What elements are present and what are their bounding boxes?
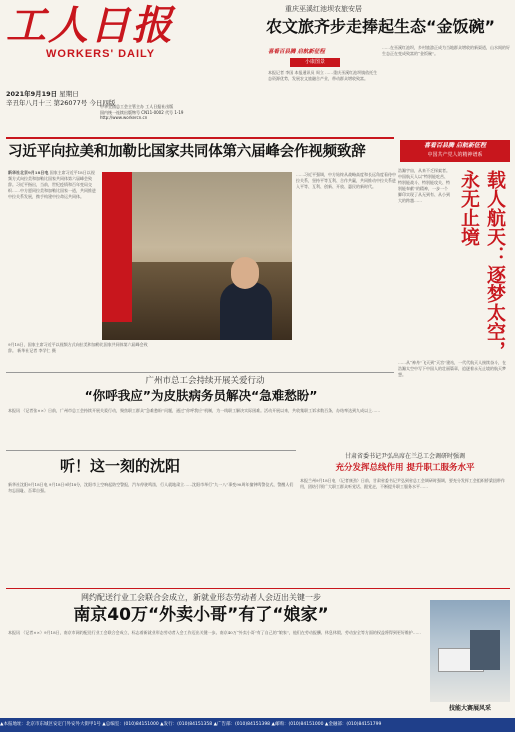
footer-bar xyxy=(0,718,515,732)
shenyang-body: 新华社沈阳9月18日电 9月18日9时18分，沈阳市上空响起防空警报，汽车停驶鸣笛，行人就地肃立……沈阳市举行“九一八”事变90周年撞钟鸣警仪式，警醒人们勿忘国耻、吾辈自强。 xyxy=(8,482,294,493)
postal-code: 代号 1-19 xyxy=(165,109,184,115)
issue-date: 2021年9月19日 xyxy=(6,90,58,98)
top-story-body-left: 本报记者 李国 本报通讯员 周立 ……重庆巫溪红池坝镇依托生态资源优势，发展农文旅融合产业，带动群众增收致富。 xyxy=(268,70,378,81)
paper-logo-english: WORKERS' DAILY xyxy=(46,48,156,60)
lead-byline: 新华社北京9月18日电 xyxy=(8,170,49,175)
lead-body-right: ……习近平强调，中方始终从战略高度和长远角度看待中拉关系，坚持平等互利、合作共赢，共同推动中拉关系进入平等、互利、创新、开放、惠民的新时代。 xyxy=(296,172,396,189)
shenyang-headline: 听！这一刻的沈阳 xyxy=(60,457,181,475)
flag xyxy=(102,172,132,322)
section-rule xyxy=(6,137,394,139)
bottom-body: 本报讯 （记者××）9月18日，南京市网约配送行业工会联合会成立，标志着新就业形态劳动者入会工作迈出关键一步。南京40万“外卖小哥”有了自己的“娘家”，他们在劳动报酬、休息休假、劳动安全等方面的权益将得到更好维护…… xyxy=(8,630,421,635)
paper-logo: 工人日报 xyxy=(6,3,174,49)
top-story-body-right: ……在巫溪红池坝，乡村旅游正成为当地群众增收的新渠道，山水间的好生态正在变成致富的“金饭碗”。 xyxy=(382,45,510,56)
issue-weekday: 星期日 xyxy=(59,90,79,98)
lead-photo-caption: 9月18日，国家主席习近平以视频方式向拉美和加勒比国家共同体第六届峰会致辞。 新华社记者 李学仁 摄 xyxy=(8,342,148,353)
page-count: 今日四版 xyxy=(89,99,116,107)
right-story-body-2: ……从“神舟”飞天到“天宫”建站，一代代航天人接续奋斗，在浩瀚太空中写下中国人的壮丽篇章，追逐着永无止境的航天梦想。 xyxy=(398,360,507,377)
series-title: 喜看百县腾 启航新征程 xyxy=(268,49,325,55)
gansu-headline: 充分发挥总线作用 提升职工服务水平 xyxy=(335,463,475,473)
photo-building xyxy=(470,630,500,670)
issue-number: 第26077号 xyxy=(53,99,88,107)
right-series-sub: 中国共产党人的精神谱系 xyxy=(427,152,483,158)
bottom-photo-caption: 技能大赛展风采 xyxy=(448,705,491,712)
cn-code: 国内统一连续出版物号 CN11-0002 xyxy=(100,109,164,115)
guangzhou-headline: “你呼我应”为皮肤病务员解决“急难愁盼” xyxy=(84,388,318,403)
series-tag: 小康图景 xyxy=(290,58,340,67)
footer-phone-mail: ▲邮购：(010)84151000 xyxy=(271,722,324,727)
top-story-kicker: 重庆巫溪红池坝农旅安居 xyxy=(285,5,362,13)
top-story-headline: 农文旅齐步走捧起生态“金饭碗” xyxy=(266,17,496,36)
lunar-date: 辛丑年八月十三 xyxy=(6,99,52,107)
right-story-body: 浩瀚宇宙，从来不乏探索者。中国航天人以“特别能吃苦、特别能战斗、特别能攻关、特别能奉献”的精神，一步一个脚印实现了从无到有、从小到大的跨越…… xyxy=(398,168,450,203)
bottom-kicker: 网约配送行业工会联合会成立，新就业形态劳动者人会迈出关键一步 xyxy=(81,593,321,602)
footer-address: ▲本报地址：北京市东城区安定门外安外大街甲1号 xyxy=(0,722,101,727)
guangzhou-body: 本报讯 （记者张××）日前，广州市总工会持续开展关爱行动，聚焦职工群众“急难愁盼”问题，通过“你呼我应”机制，为一线职工解决实际困难。活动开展以来，共收集职工诉求数百条，办结率达到九成以上…… xyxy=(8,408,381,413)
section-rule xyxy=(6,588,510,589)
publisher: 中华全国总工会主管主办 xyxy=(100,104,144,109)
right-series-banner xyxy=(400,140,510,162)
gansu-kicker: 甘肃省委书记尹弘出席在兰总工会调研时强调 xyxy=(344,453,465,460)
footer-phone-finance: ▲金融部：(010)84151799 xyxy=(324,722,382,727)
lead-headline: 习近平向拉美和加勒比国家共同体第六届峰会作视频致辞 xyxy=(8,144,366,160)
speaker-suit xyxy=(220,282,272,340)
right-story-headline: 载人航天：逐梦太空，永无止境 xyxy=(458,170,506,360)
gansu-body: 本报兰州9月18日电 （记者康劲）日前，甘肃省委书记尹弘到省总工会调研时强调，要充分发挥工会组织桥梁纽带作用，团结引领广大职工群众听党话、跟党走，不断提升职工服务水平…… xyxy=(300,478,505,489)
lead-photo xyxy=(102,172,292,340)
divider xyxy=(6,372,394,373)
footer-phone-distribution: ▲发行：(010)84151358 xyxy=(160,722,213,727)
right-series: 喜看百县腾 启航新征程 xyxy=(423,142,487,149)
publisher-info xyxy=(100,104,260,121)
guangzhou-kicker: 广州市总工会持续开展关爱行动 xyxy=(145,376,265,386)
paper-name: 工人日报社出版 xyxy=(145,104,174,109)
masthead xyxy=(6,4,176,74)
divider xyxy=(6,450,296,451)
bottom-photo xyxy=(430,600,510,702)
speaker-head xyxy=(231,257,259,289)
website-url[interactable]: http://www.workercn.cn xyxy=(100,115,148,120)
bottom-headline: 南京40万“外卖小哥”有了“娘家” xyxy=(73,605,329,625)
lead-body: 新华社北京9月18日电 国家主席习近平18日以视频方式向拉美和加勒比国家共同体第六届峰会致辞。习近平指出，当前，世纪疫情和百年变局交织……中方愿同拉美和加勒比国家一道，共同推进中拉关系发展，携手构建中拉命运共同体。 xyxy=(8,170,96,199)
footer-phone-ads: ▲广告部：(010)84151398 xyxy=(213,722,271,727)
footer-phone-editorial: ▲总编室：(010)84151000 xyxy=(102,722,159,727)
